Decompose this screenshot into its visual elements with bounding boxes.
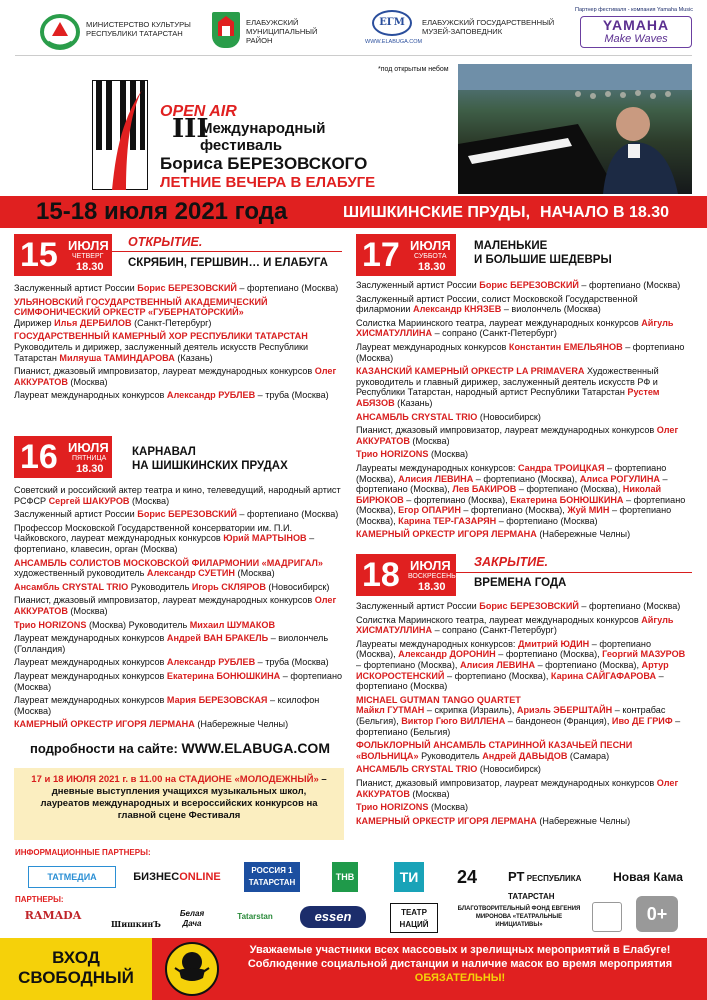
day18-title: ВРЕМЕНА ГОДА [474,577,567,589]
day18-month: ИЮЛЯ [410,558,451,573]
day16-number: 16 [20,438,58,476]
piano-keys-logo [92,80,148,190]
event: Пианист, джазовый импровизатор, лауреат международных конкурсов Олег АККУРАТОВ (Москва) [14,595,337,616]
event: АНСАМБЛЬ CRYSTAL TRIO (Новосибирск) [356,764,541,775]
event: Заслуженный артист России Борис БЕРЕЗОВСКИЙ – фортепиано (Москва) [356,601,681,611]
event: Заслуженный артист России Борис БЕРЕЗОВСКИЙ – фортепиано (Москва) [356,280,681,290]
event: Заслуженный артист России Борис БЕРЕЗОВСКИЙ – фортепиано (Москва) [14,509,339,520]
festival-line4: ЛЕТНИЕ ВЕЧЕРА В ЕЛАБУГЕ [160,174,376,191]
age-rating-badge: 0+ [636,896,678,932]
tatmedia-logo: ТАТМЕДИА [28,866,116,888]
festival-venue: ШИШКИНСКИЕ ПРУДЫ, [343,204,531,221]
day17-date-box [356,234,456,276]
day18-caption: ЗАКРЫТИЕ. [474,555,549,569]
museum-site: WWW.ELABUGA.COM [365,39,423,45]
mask-notice [228,943,692,985]
day17-program [356,280,692,543]
partner-note: Партнер фестиваля - компания Yamaha Music [575,7,694,13]
day16-date-box [14,436,112,478]
day18-time: 18.30 [418,581,446,593]
day18-weekday: ВОСКРЕСЕНЬЕ [408,573,461,580]
entry-box [0,938,152,1000]
novaya-kama-logo: Новая Кама [613,870,683,884]
event: УЛЬЯНОВСКИЙ ГОСУДАРСТВЕННЫЙ АКАДЕМИЧЕСКИЙ СИМФОНИЧЕСКИЙ ОРКЕСТР «ГУБЕРНАТОРСКИЙ» Дирижер Илья ДЕРБИЛОВ (Санкт-Петербург) [14,296,268,328]
day17-title-1: МАЛЕНЬКИЕ [474,240,548,252]
day18-divider [456,572,692,573]
museum-logo: ЕГМ [372,10,412,36]
day16-title-2: НА ШИШКИНСКИХ ПРУДАХ [132,460,288,472]
daytime-box [14,768,344,840]
info-partners-label: ИНФОРМАЦИОННЫЕ ПАРТНЕРЫ: [15,848,151,857]
event: Заслуженный артист России, солист Московской Государственной филармонии Александр КНЯЗЕВ – виолончель (Москва) [356,293,638,315]
event: Лауреаты международных конкурсов: Дмитрий ЮДИН – фортепиано (Москва), Александр ДОРОНИН – фортепиано (Москва), Георгий МАЗУРОВ – фортепиано (Москва), Алисия ЛЕВИНА – фортепиано (Москва), Артур ИСКОРОСТЕНСКИЙ – фортепиано (Москва), Карина САЙГАФАРОВА – фортепиано (Москва) [356,638,686,692]
ministry-label: МИНИСТЕРСТВО КУЛЬТУРЫ РЕСПУБЛИКИ ТАТАРСТАН [86,20,191,38]
mask-icon [165,942,219,996]
yamaha-brand: YAMAHA [602,17,670,33]
event: ФОЛЬКЛОРНЫЙ АНСАМБЛЬ СТАРИННОЙ КАЗАЧЬЕЙ ПЕСНИ «ВОЛЬНИЦА» Руководитель Андрей ДАВЫДОВ (Самара) [356,740,633,761]
event: КАМЕРНЫЙ ОРКЕСТР ИГОРЯ ЛЕРМАНА (Набережные Челны) [356,529,631,540]
event: Трио HORIZONS (Москва) Руководитель Михаил ШУМАКОВ [14,619,276,630]
event: Лауреат международных конкурсов Екатерина БОНЮШКИНА – фортепиано (Москва) [14,670,343,692]
event: Пианист, джазовый импровизатор, лауреат международных конкурсов Олег АККУРАТОВ (Москва) [14,366,337,387]
open-air-label: OPEN AIR [160,103,237,120]
day15-weekday: ЧЕТВЕРГ [72,253,104,260]
tatarstan-emblem [40,12,80,50]
day17-number: 17 [362,236,400,274]
day15-divider [112,251,342,252]
mironov-fund-logo: БЛАГОТВОРИТЕЛЬНЫЙ ФОНД ЕВГЕНИЯ МИРОНОВА «ТЕАТРАЛЬНЫЕ ИНИЦИАТИВЫ» [457,906,581,928]
event: Лауреат международных конкурсов Мария БЕРЕЗОВСКАЯ – ксилофон (Москва) [14,695,320,716]
event: Лауреат международных конкурсов Александр РУБЛЕВ – труба (Москва) [14,390,329,401]
site-label: подробности на сайте: [30,741,182,756]
day15-date-box [14,234,112,276]
festival-line2: фестиваль [200,137,283,154]
event: Солистка Мариинского театра, лауреат международных конкурсов Айгуль ХИСМАТУЛЛИНА – сопрано (Санкт-Петербург) [356,317,674,339]
event: АНСАМБЛЬ СОЛИСТОВ МОСКОВСКОЙ ФИЛАРМОНИИ «МАДРИГАЛ» художественный руководитель Александр СУЕТИН (Москва) [14,557,323,579]
event: КАЗАНСКИЙ КАМЕРНЫЙ ОРКЕСТР LA PRIMAVERA Художественный руководитель и главный дирижер, заслуженный деятель искусств РФ и Республики Татарстан, народный артист Республики Татарстан Рустем АБЯЗОВ (Казань) [356,366,660,408]
district-emblem [212,12,240,48]
essen-logo: essen [300,906,366,928]
day17-time: 18.30 [418,261,446,273]
yamaha-tagline: Make Waves [604,33,668,45]
shishkin-logo: ШишкинЪ [111,919,161,929]
notice-text: Уважаемые участники всех массовых и зрелищных мероприятий в Елабуге! Соблюдение социальной дистанции и наличие масок во время мероприятия [247,944,673,970]
teatr-naciy-logo: ТЕАТР НАЦИЙ [390,903,438,933]
day17-weekday: СУББОТА [414,253,447,260]
belaya-dacha-logo: Белая Дача [179,909,205,928]
entry-label-1: ВХОД [52,948,100,967]
event: Лауреат международных конкурсов Александр РУБЛЕВ – труба (Москва) [14,657,329,668]
event: MICHAEL GUTMAN TANGO QUARTET Майкл ГУТМАН – скрипка (Израиль), Ариэль ЭБЕРШТАЙН – контрабас (Бельгия), Виктор Гюго ВИЛЛЕНА – бандонеон (Франция), Иво ДЕ ГРИФ – фортепиано (Бельгия) [356,694,681,737]
event: Лауреат международных конкурсов Андрей ВАН БРАКЕЛЬ – виолончель (Голландия) [14,633,329,654]
day16-weekday: ПЯТНИЦА [72,455,107,462]
day18-date-box [356,554,461,596]
day16-program [14,485,344,733]
event: ГОСУДАРСТВЕННЫЙ КАМЕРНЫЙ ХОР РЕСПУБЛИКИ ТАТАРСТАН Руководитель и дирижер, заслуженный деятель искусств Республики Татарстан Миляуша ТАМИНДАРОВА (Казань) [14,331,309,363]
event: Заслуженный артист России Борис БЕРЕЗОВСКИЙ – фортепиано (Москва) [14,283,339,293]
fund-emblem [592,902,622,932]
festival-numeral: III [172,114,209,144]
event: АНСАМБЛЬ CRYSTAL TRIO (Новосибирск) [356,411,541,422]
biznes-online-logo: БИЗНЕСONLINE [133,871,221,883]
ramada-logo: RAMADA [24,909,82,922]
day15-caption: ОТКРЫТИЕ. [128,235,203,249]
festival-line3: Бориса БЕРЕЗОВСКОГО [160,154,368,173]
site-line [30,740,330,756]
day15-title: СКРЯБИН, ГЕРШВИН… И ЕЛАБУГА [128,257,328,269]
festival-start: НАЧАЛО В 18.30 [540,204,670,221]
concert-photo [458,64,692,194]
tnv-logo: ТНВ [332,862,358,892]
channel24-logo: 24 [456,867,478,887]
open-air-note: *под открытым небом [378,66,449,73]
day15-program [14,283,344,404]
district-label: ЕЛАБУЖСКИЙ МУНИЦИПАЛЬНЫЙ РАЙОН [246,18,318,45]
day16-month: ИЮЛЯ [68,440,109,455]
day18-number: 18 [362,556,400,594]
event: Трио HORIZONS (Москва) [356,449,469,460]
event: Профессор Московской Государственной консерватории им. П.И. Чайковского, лауреат международных конкурсов Юрий МАРТЫНОВ – фортепиано, клавесин, орган (Москва) [14,522,315,554]
yamaha-logo [580,16,692,48]
festival-dates: 15-18 июля 2021 года [36,198,288,225]
day18-program [356,601,692,829]
event: Советский и российский актер театра и кино, телеведущий, народный артист РСФСР Сергей ШАКУРОВ (Москва) [14,485,341,506]
ti-logo: ТИ [394,862,424,892]
header-divider [15,55,692,56]
event: Пианист, джазовый импровизатор, лауреат международных конкурсов Олег АККУРАТОВ (Москва) [356,777,679,799]
day17-month: ИЮЛЯ [410,238,451,253]
rt-logo: РТ РЕСПУБЛИКА ТАТАРСТАН [508,869,582,901]
partners-label: ПАРТНЕРЫ: [15,895,64,904]
day17-title-2: И БОЛЬШИЕ ШЕДЕВРЫ [474,254,612,266]
festival-line1: Международный [200,120,326,137]
day15-month: ИЮЛЯ [68,238,109,253]
museum-label: ЕЛАБУЖСКИЙ ГОСУДАРСТВЕННЫЙ МУЗЕЙ-ЗАПОВЕДНИК [422,18,555,36]
event: КАМЕРНЫЙ ОРКЕСТР ИГОРЯ ЛЕРМАНА (Набережные Челны) [356,815,631,826]
event: Ансамбль CRYSTAL TRIO Руководитель Игорь СКЛЯРОВ (Новосибирск) [14,581,330,592]
day16-time: 18.30 [76,463,104,475]
daytime-highlight: 17 и 18 ИЮЛЯ 2021 г. в 11.00 на СТАДИОНЕ «МОЛОДЕЖНЫЙ» [31,774,319,785]
event: Лауреаты международных конкурсов: Сандра ТРОИЦКАЯ – фортепиано (Москва), Алисия ЛЕВИНА – фортепиано (Москва), Алиса РОГУЛИНА – фортепиано (Москва), Лев БАКИРОВ – фортепиано (Москва), Николай БИРЮКОВ – фортепиано (Москва), Екатерина БОНЮШКИНА – фортепиано (Москва), Егор ОПАРИН – фортепиано (Москва), Жуй МИН – фортепиано (Москва), Карина ТЕР-ГАЗАРЯН – фортепиано (Москва) [356,462,686,526]
day15-time: 18.30 [76,261,104,273]
entry-label-2: СВОБОДНЫЙ [18,968,134,987]
event: Лауреат международных конкурсов Константин ЕМЕЛЬЯНОВ – фортепиано (Москва) [356,341,685,363]
event: КАМЕРНЫЙ ОРКЕСТР ИГОРЯ ЛЕРМАНА (Набережные Челны) [14,719,289,730]
event: Пианист, джазовый импровизатор, лауреат международных конкурсов Олег АККУРАТОВ (Москва) [356,425,679,446]
site-url[interactable]: WWW.ELABUGA.COM [181,740,330,756]
day16-title-1: КАРНАВАЛ [132,446,196,458]
notice-emphasis: ОБЯЗАТЕЛЬНЫ! [414,972,506,984]
day15-number: 15 [20,236,58,274]
tatarstan-tour-logo: Tatarstan [237,912,273,921]
daytime-text: – дневные выступления учащихся музыкальных школ, лауреатов международных и всероссийских конкурсов на главной сцене Фестиваля [40,774,327,821]
russia1-logo: РОССИЯ 1 ТАТАРСТАН [244,862,300,892]
event: Солистка Мариинского театра, лауреат международных конкурсов Айгуль ХИСМАТУЛЛИНА – сопрано (Санкт-Петербург) [356,614,674,636]
event: Трио HORIZONS (Москва) [356,802,469,813]
